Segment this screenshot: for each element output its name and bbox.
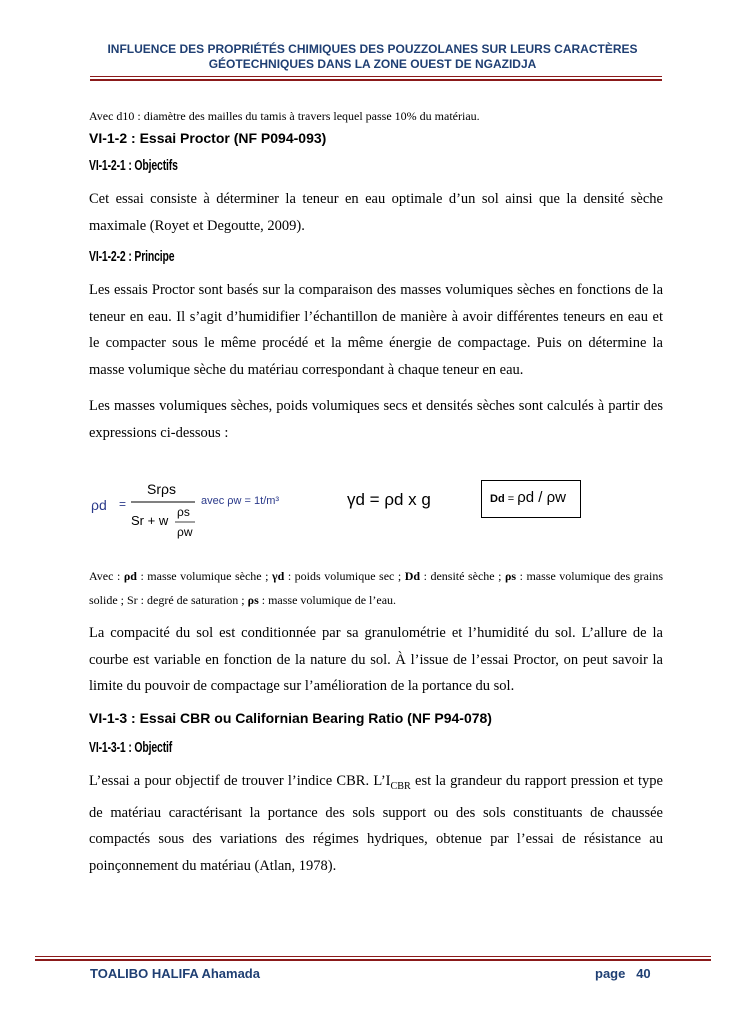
intro-note: Avec d10 : diamètre des mailles du tamis à travers lequel passe 10% du matériau. [89,109,480,123]
legend-gamma-d: γd [272,569,285,583]
footer-rule-thick [35,959,711,961]
formula-avec-rho-w: avec ρw = 1t/m³ [201,495,280,507]
legend-S-r: Sr [127,593,138,607]
formula-denominator: Sr + w [131,513,169,528]
formula-rho-d-lhs: ρd [91,497,107,513]
legend-rho-w-def: : masse volumique de l’eau. [258,593,397,607]
subsection-title-objectifs: VI-1-2-1 : Objectifs [89,158,178,174]
formula-block [89,446,663,546]
page-content [89,104,663,879]
legend-rho-w: ρs [247,593,259,607]
footer-page-number: 40 [636,966,651,981]
section-title-cbr: VI-1-3 : Essai CBR ou Californian Bearing Ratio (NF P94-078) [89,709,492,726]
legend-rho-s-def: : masse volumique des grains solide ; [89,569,663,607]
header-line-1: INFLUENCE DES PROPRIÉTÉS CHIMIQUES DES POUZZOLANES SUR LEURS CARACTÈRES [107,42,638,56]
formula-equals: = [119,497,127,511]
cbr-subscript: CBR [390,780,411,792]
legend-rho-d-def: : masse volumique sèche ; [136,569,273,583]
paragraph-compacite: La compacité du sol est conditionnée par sa granulométrie et l’humidité du sol. L’allure de la courbe est variable en fonction de la nature du sol. À l’issue de l’essai Proctor, on peut savoir la limite du pouvoir de compactage sur l’amélioration de la portance du sol. [89,625,663,694]
formula-rho-d [91,476,331,546]
cbr-text-pre: L’essai a pour objectif de trouver l’indice CBR. L’I [89,772,391,789]
paragraph-objectif-cbr [89,768,663,880]
running-header [60,42,685,72]
section-title-proctor: VI-1-2 : Essai Proctor (NF P094-093) [89,130,327,146]
formula-numerator: Srρs [147,481,176,497]
formula-Dd-lhs: Dd [490,493,505,505]
legend-D-d-def: : densité sèche ; [420,569,505,583]
legend-definitions [89,564,663,612]
formula-inner-denominator: ρw [177,525,193,539]
legend-S-r-def: : degré de saturation ; [137,593,248,607]
formula-Dd-eq: = [504,493,518,505]
legend-D-d: Dd [404,569,421,583]
legend-gamma-d-def: : poids volumique sec ; [284,569,405,583]
footer-page-label: page [595,966,626,981]
legend-rho-s: ρs [505,569,517,583]
header-rule-thick [90,79,662,81]
footer-page [595,966,651,981]
formula-box-density [481,480,581,518]
header-rule-thin [90,76,662,77]
subsection-title-principe: VI-1-2-2 : Principe [89,249,175,265]
header-line-2: GÉOTECHNIQUES DANS LA ZONE OUEST DE NGAZIDJA [208,57,537,71]
legend-rho-d: ρd [123,569,137,583]
footer-rule-thin [35,956,711,957]
formula-gamma-d: γd = ρd x g [347,490,431,509]
paragraph-principe: Les essais Proctor sont basés sur la comparaison des masses volumiques sèches en fonctions de la teneur en eau. Il s’agit d’humidifier l’échantillon de manière à avoir différentes teneurs en eau et le compacter sous le même procédé et la même énergie de compactage. Puis on détermine la masse volumique sèche du matériau correspondant à chaque teneur en eau. [89,282,663,378]
formula-inner-numerator: ρs [177,505,190,519]
legend-avec: Avec : [89,569,124,583]
cbr-text-post: est la grandeur du rapport pression et type de matériau caractérisant la portance des sols support ou des sols constituants de chaussée compactés sous des variations des régimes hydriques, obtenue par l’essai de résistance au poinçonnement du matériau (Atlan, 1978). [89,772,663,874]
footer-author: TOALIBO HALIFA Ahamada [90,966,260,981]
paragraph-objectifs: Cet essai consiste à déterminer la teneur en eau optimale d’un sol ainsi que la densité sèche maximale (Royet et Degoutte, 2009). [89,191,663,234]
paragraph-expressions: Les masses volumiques sèches, poids volumiques secs et densités sèches sont calculés à partir des expressions ci-dessous : [89,398,663,441]
formula-Dd-rhs: ρd / ρw [517,489,566,506]
subsection-title-objectif-cbr: VI-1-3-1 : Objectif [89,739,173,756]
